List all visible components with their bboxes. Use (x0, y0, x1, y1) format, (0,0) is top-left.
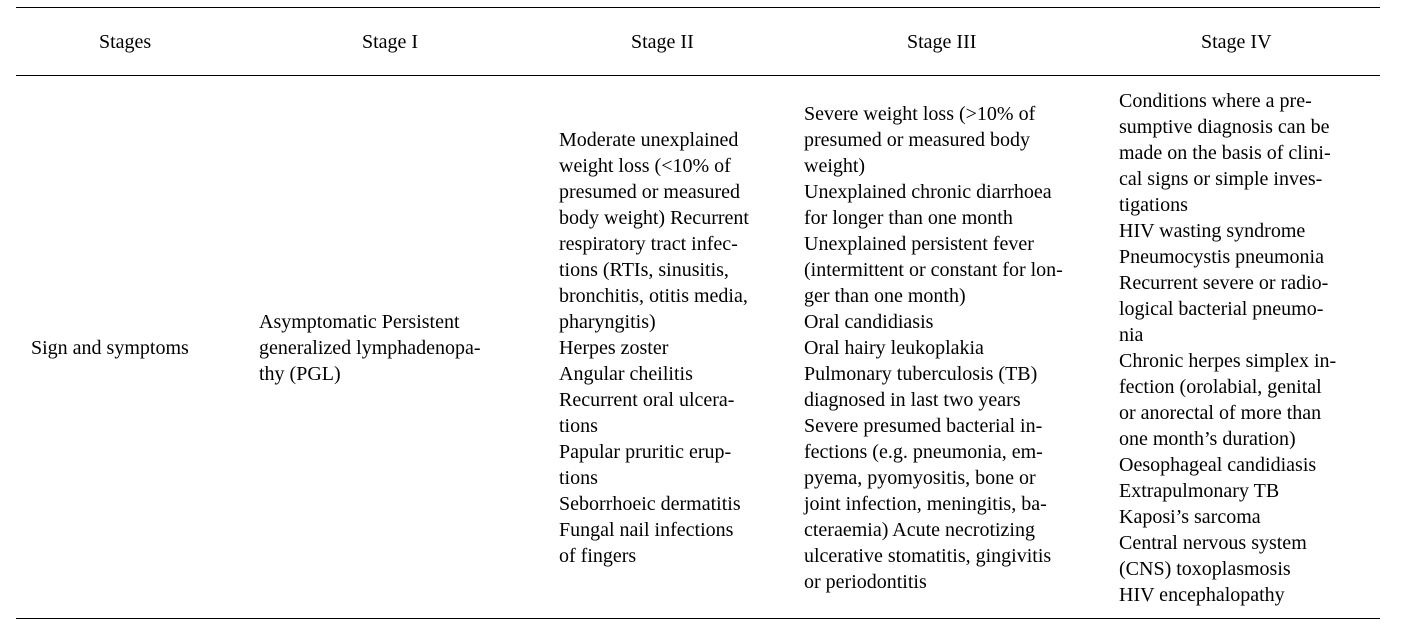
symptom-line: presumed or measured body (804, 129, 1031, 151)
symptom-line: Unexplained persistent fever (804, 233, 1034, 255)
symptom-line: Oesophageal candidiasis (1119, 454, 1317, 476)
symptom-line: Conditions where a pre- (1119, 90, 1312, 112)
symptom-line: logical bacterial pneumo- (1119, 298, 1324, 320)
symptom-line: Oral candidiasis (804, 311, 934, 333)
symptom-line: (CNS) toxoplasmosis (1119, 558, 1291, 580)
symptom-line: Oral hairy leukoplakia (804, 337, 984, 359)
symptom-line: Seborrhoeic dermatitis (559, 493, 741, 515)
symptom-line: Chronic herpes simplex in- (1119, 350, 1337, 372)
symptom-line: pharyngitis) (559, 311, 656, 333)
symptom-line: Recurrent oral ulcera- (559, 389, 735, 411)
symptom-line: Severe presumed bacterial in- (804, 415, 1043, 437)
symptom-line: cteraemia) Acute necrotizing (804, 519, 1035, 541)
table-top-rule (16, 7, 1380, 8)
symptom-line: tions (RTIs, sinusitis, (559, 259, 729, 281)
symptom-line: fections (e.g. pneumonia, em- (804, 441, 1043, 463)
symptom-line: weight) (804, 155, 866, 177)
header-stage-1: Stage I (362, 31, 419, 53)
symptom-line: Kaposi’s sarcoma (1119, 506, 1261, 528)
symptom-line: or anorectal of more than (1119, 402, 1322, 424)
stage-4-cell (1119, 88, 1365, 608)
symptom-line: ger than one month) (804, 285, 966, 307)
symptom-line: or periodontitis (804, 571, 927, 593)
symptom-line: pyema, pyomyositis, bone or (804, 467, 1036, 489)
symptom-line: made on the basis of clini- (1119, 142, 1331, 164)
header-stage-2: Stage II (631, 31, 694, 53)
symptom-line: of fingers (559, 545, 637, 567)
symptom-line: HIV encephalopathy (1119, 584, 1285, 606)
symptom-line: generalized lymphadenopa- (259, 337, 481, 359)
symptom-line: Severe weight loss (>10% of (804, 103, 1036, 125)
symptom-line: (intermittent or constant for lon- (804, 259, 1063, 281)
symptom-line: ulcerative stomatitis, gingivitis (804, 545, 1052, 567)
table-bottom-rule (16, 618, 1380, 619)
symptom-line: tions (559, 467, 598, 489)
symptom-line: thy (PGL) (259, 363, 341, 385)
symptom-line: Papular pruritic erup- (559, 441, 732, 463)
symptom-line: tions (559, 415, 598, 437)
symptom-line: Central nervous system (1119, 532, 1307, 554)
symptom-line: sumptive diagnosis can be (1119, 116, 1330, 138)
symptom-line: fection (orolabial, genital (1119, 376, 1322, 398)
symptom-line: one month’s duration) (1119, 428, 1296, 450)
symptom-line: HIV wasting syndrome (1119, 220, 1306, 242)
symptom-line: cal signs or simple inves- (1119, 168, 1323, 190)
symptom-line: Pneumocystis pneumonia (1119, 246, 1324, 268)
symptom-line: Asymptomatic Persistent (259, 311, 460, 333)
header-stage-3: Stage III (907, 31, 977, 53)
symptom-line: presumed or measured (559, 181, 741, 203)
symptom-line: Herpes zoster (559, 337, 669, 359)
symptom-line: nia (1119, 324, 1144, 346)
stage-1-cell (259, 309, 491, 387)
symptom-line: respiratory tract infec- (559, 233, 738, 255)
stage-3-cell (804, 101, 1090, 595)
symptom-line: diagnosed in last two years (804, 389, 1021, 411)
symptom-line: for longer than one month (804, 207, 1013, 229)
symptom-line: Recurrent severe or radio- (1119, 272, 1329, 294)
header-stage-4: Stage IV (1201, 31, 1272, 53)
symptom-line: Pulmonary tuberculosis (TB) (804, 363, 1038, 385)
symptom-line: tigations (1119, 194, 1188, 216)
symptom-line: Angular cheilitis (559, 363, 693, 385)
header-stages: Stages (99, 31, 152, 53)
symptom-line: body weight) Recurrent (559, 207, 749, 229)
symptom-line: bronchitis, otitis media, (559, 285, 748, 307)
symptom-line: Fungal nail infections (559, 519, 734, 541)
row-label-sign-and-symptoms: Sign and symptoms (31, 337, 189, 359)
symptom-line: Unexplained chronic diarrhoea (804, 181, 1052, 203)
symptom-line: weight loss (<10% of (559, 155, 731, 177)
symptom-line: Extrapulmonary TB (1119, 480, 1280, 502)
table-header-rule (16, 75, 1380, 76)
stage-2-cell (559, 127, 774, 569)
symptom-line: joint infection, meningitis, ba- (804, 493, 1047, 515)
symptom-line: Moderate unexplained (559, 129, 739, 151)
